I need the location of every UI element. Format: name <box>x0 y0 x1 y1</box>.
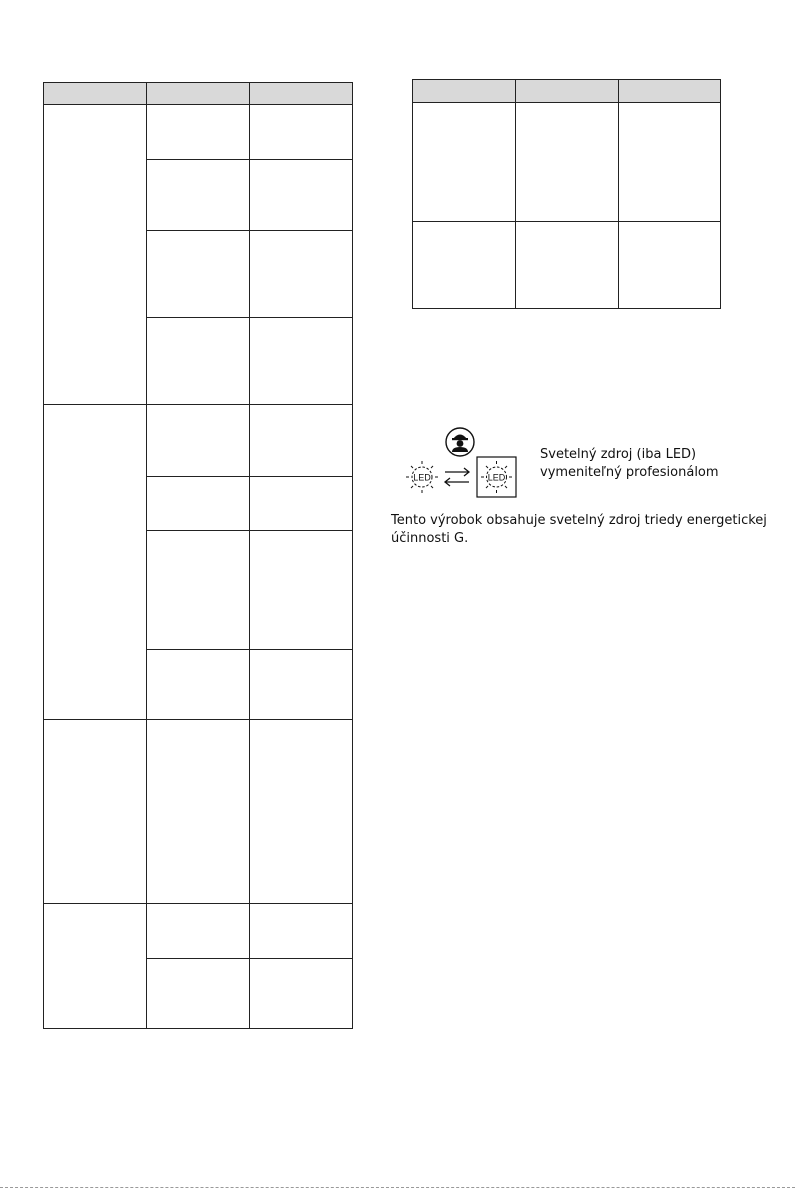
led-label: LED <box>413 472 431 483</box>
table-cell <box>147 904 250 959</box>
table-cell <box>516 103 619 222</box>
right-spec-table <box>412 79 721 309</box>
led-label: LED <box>487 472 506 483</box>
header-cell <box>619 80 721 103</box>
header-cell <box>250 83 353 105</box>
led-replacement-figure <box>400 425 525 503</box>
led-replacement-caption <box>540 446 719 482</box>
table-cell <box>147 405 250 477</box>
table-cell <box>147 318 250 405</box>
table-cell <box>250 720 353 904</box>
header-cell <box>147 83 250 105</box>
led-bulb-icon <box>406 461 438 493</box>
table-cell <box>250 904 353 959</box>
table-cell <box>250 405 353 477</box>
group-label-cell <box>44 105 147 405</box>
table-cell <box>516 222 619 309</box>
table-header-row <box>413 80 721 103</box>
table-cell <box>147 231 250 318</box>
table-cell <box>619 103 721 222</box>
page-cut-line <box>0 1187 795 1188</box>
header-cell <box>413 80 516 103</box>
caption-line: Svetelný zdroj (iba LED) <box>540 447 697 462</box>
table-cell <box>250 531 353 650</box>
table-cell <box>250 650 353 720</box>
table-header-row <box>44 83 353 105</box>
table-row <box>44 904 353 959</box>
table-row <box>413 103 721 222</box>
table-cell <box>413 103 516 222</box>
left-spec-table <box>43 82 353 1029</box>
table-cell <box>147 477 250 531</box>
table-cell <box>250 477 353 531</box>
table-cell <box>250 160 353 231</box>
table-cell <box>147 720 250 904</box>
swap-arrows-icon <box>445 468 469 486</box>
group-label-cell <box>44 904 147 1029</box>
led-bulb-framed-icon <box>477 457 516 497</box>
table-cell <box>147 531 250 650</box>
table-row <box>44 720 353 904</box>
table-row <box>44 105 353 160</box>
table-row <box>44 405 353 477</box>
table-cell <box>619 222 721 309</box>
table-cell <box>147 160 250 231</box>
energy-class-note: Tento výrobok obsahuje svetelný zdroj triedy energetickej účinnosti G. <box>391 513 767 546</box>
table-cell <box>250 959 353 1029</box>
professional-technician-icon <box>446 428 474 456</box>
table-cell <box>147 105 250 160</box>
caption-line: vymeniteľný profesionálom <box>540 465 719 480</box>
table-cell <box>250 105 353 160</box>
group-label-cell <box>44 720 147 904</box>
table-cell <box>147 650 250 720</box>
table-row <box>413 222 721 309</box>
group-label-cell <box>44 405 147 720</box>
header-cell <box>516 80 619 103</box>
header-cell <box>44 83 147 105</box>
table-cell <box>250 231 353 318</box>
table-cell <box>250 318 353 405</box>
table-cell <box>413 222 516 309</box>
table-cell <box>147 959 250 1029</box>
